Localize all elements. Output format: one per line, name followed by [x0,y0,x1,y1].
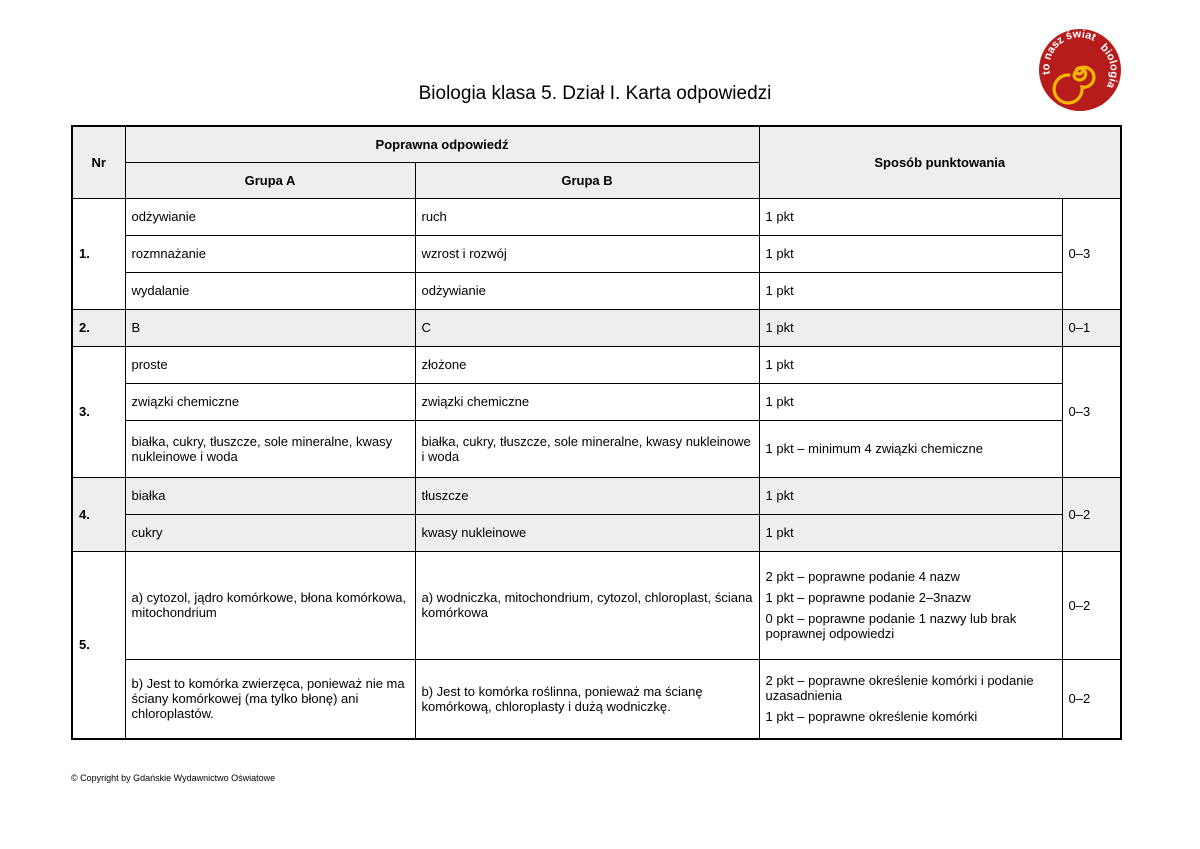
group-a-answer: białka [125,477,415,514]
group-b-answer: kwasy nukleinowe [415,514,759,551]
group-a-answer: białka, cukry, tłuszcze, sole mineralne, kwasy nukleinowe i woda [125,420,415,477]
group-a-answer: b) Jest to komórka zwierzęca, ponieważ nie ma ściany komórkowej (ma tylko błonę) ani chloroplastów. [125,659,415,739]
header-correct-answer: Poprawna odpowiedź [125,126,759,162]
table-row [72,383,1121,420]
points: 1 pkt [759,514,1062,551]
logo-bottom-text: biologia [1097,41,1120,91]
points-range: 0–3 [1062,346,1121,477]
table-row [72,420,1121,477]
points: 1 pkt [759,272,1062,309]
points-range: 0–1 [1062,309,1121,346]
points-line: 0 pkt – poprawne podanie 1 nazwy lub brak poprawnej odpowiedzi [765,611,1017,641]
points-range: 0–2 [1062,551,1121,659]
points-line: 2 pkt – poprawne podanie 4 nazw [765,569,960,584]
question-number: 2. [72,309,125,346]
points-line: 1 pkt – poprawne podanie 2–3nazw [765,590,971,605]
group-b-answer: C [415,309,759,346]
publisher-logo [1038,28,1122,112]
group-b-answer: b) Jest to komórka roślinna, ponieważ ma ścianę komórkową, chloroplasty i dużą wodniczkę. [415,659,759,739]
question-number: 3. [72,346,125,477]
points: 1 pkt – minimum 4 związki chemiczne [759,420,1062,477]
group-b-answer: tłuszcze [415,477,759,514]
group-a-answer: a) cytozol, jądro komórkowe, błona komórkowa, mitochondrium [125,551,415,659]
points-criteria [759,551,1062,659]
copyright-notice: © Copyright by Gdańskie Wydawnictwo Oświatowe [71,773,276,783]
answer-key-table [71,125,1122,740]
table-row [72,477,1121,514]
header-nr: Nr [72,126,125,198]
page-title: Biologia klasa 5. Dział I. Karta odpowiedzi [418,83,772,104]
points-range: 0–2 [1062,477,1121,551]
points: 1 pkt [759,346,1062,383]
points: 1 pkt [759,383,1062,420]
logo-top-text: to nasz świat [1040,28,1098,76]
table-row [72,514,1121,551]
table-row [72,551,1121,659]
points-line: 1 pkt – poprawne określenie komórki [765,709,978,725]
group-b-answer: złożone [415,346,759,383]
group-b-answer: odżywianie [415,272,759,309]
table-row [72,198,1121,235]
table-row [72,272,1121,309]
points-range: 0–2 [1062,659,1121,739]
header-group-b: Grupa B [415,162,759,198]
question-number: 5. [72,551,125,739]
group-a-answer: rozmnażanie [125,235,415,272]
group-b-answer: białka, cukry, tłuszcze, sole mineralne, kwasy nukleinowe i woda [415,420,759,477]
group-b-answer: wzrost i rozwój [415,235,759,272]
points: 1 pkt [759,477,1062,514]
group-a-answer: związki chemiczne [125,383,415,420]
header-scoring: Sposób punktowania [759,126,1121,198]
question-number: 4. [72,477,125,551]
group-a-answer: B [125,309,415,346]
points: 1 pkt [759,235,1062,272]
points: 1 pkt [759,309,1062,346]
group-a-answer: cukry [125,514,415,551]
question-number: 1. [72,198,125,309]
points-criteria [759,659,1062,739]
points-line: 2 pkt – poprawne określenie komórki i podanie uzasadnienia [765,673,1034,704]
group-b-answer: a) wodniczka, mitochondrium, cytozol, chloroplast, ściana komórkowa [415,551,759,659]
table-row [72,235,1121,272]
table-row [72,659,1121,739]
group-b-answer: ruch [415,198,759,235]
group-a-answer: wydalanie [125,272,415,309]
group-a-answer: proste [125,346,415,383]
table-row [72,309,1121,346]
header-group-a: Grupa A [125,162,415,198]
points-range: 0–3 [1062,198,1121,309]
group-a-answer: odżywianie [125,198,415,235]
points: 1 pkt [759,198,1062,235]
group-b-answer: związki chemiczne [415,383,759,420]
table-row [72,346,1121,383]
